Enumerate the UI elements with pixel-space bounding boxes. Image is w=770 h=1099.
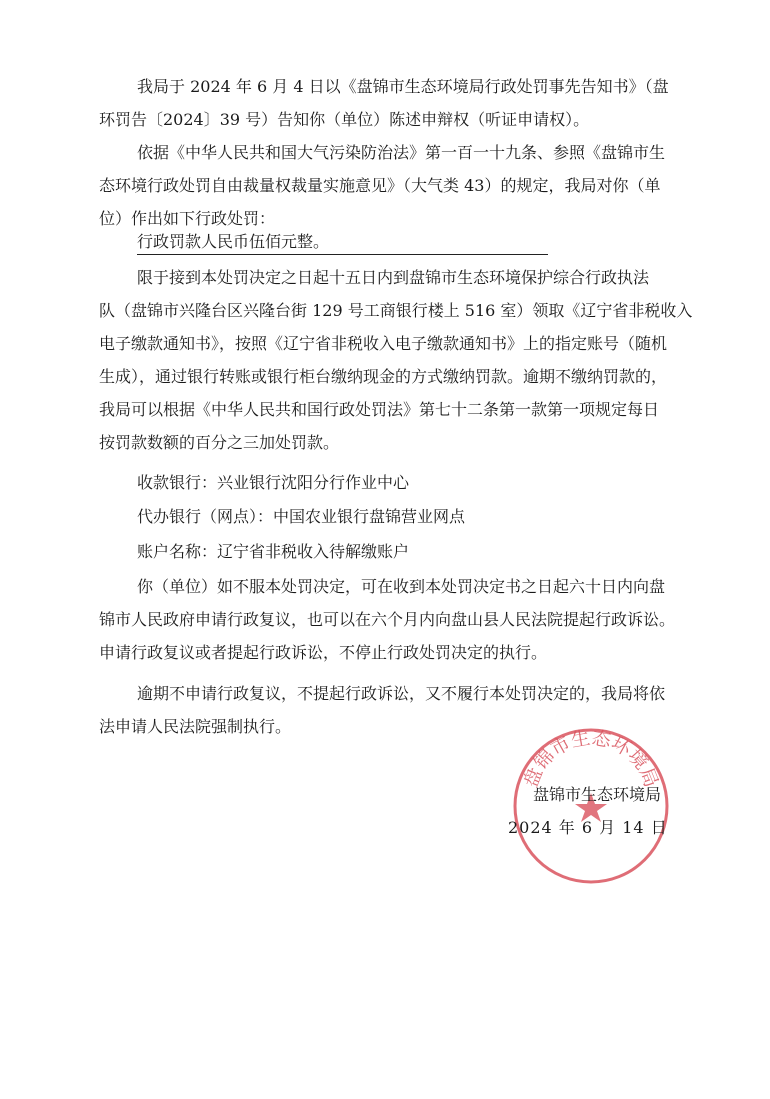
official-seal (512, 727, 670, 885)
paragraph-4-line-1: 你（单位）如不服本处罚决定，可在收到本处罚决定书之日起六十日内向盘 (137, 577, 666, 596)
signature-date: 2024 年 6 月 14 日 (508, 818, 668, 837)
penalty-text: 行政罚款人民币伍佰元整。 (137, 231, 548, 255)
agent-bank: 代办银行（网点）：中国农业银行盘锦营业网点 (137, 507, 466, 526)
paragraph-5-line-1: 逾期不申请行政复议，不提起行政诉讼，又不履行本处罚决定的，我局将依 (137, 684, 666, 703)
paragraph-3-line-2: 队（盘锦市兴隆台区兴隆台街 129 号工商银行楼上 516 室）领取《辽宁省非税收入 (99, 301, 693, 320)
paragraph-4-line-3: 申请行政复议或者提起行政诉讼，不停止行政处罚决定的执行。 (99, 643, 548, 662)
paragraph-3-line-3: 电子缴款通知书》，按照《辽宁省非税收入电子缴款通知书》上的指定账号（随机 (99, 334, 668, 353)
paragraph-3-line-5: 我局可以根据《中华人民共和国行政处罚法》第七十二条第一款第一项规定每日 (99, 400, 660, 419)
seal-ring-text: 盘锦市生态环境局 (519, 727, 663, 791)
paragraph-4-line-2: 锦市人民政府申请行政复议，也可以在六个月内向盘山县人民法院提起行政诉讼。 (99, 610, 676, 629)
paragraph-2-line-1: 依据《中华人民共和国大气污染防治法》第一百一十九条、参照《盘锦市生 (137, 143, 666, 162)
signature-organization: 盘锦市生态环境局 (533, 785, 662, 804)
receiving-bank: 收款银行：兴业银行沈阳分行作业中心 (137, 473, 410, 492)
penalty-line (137, 231, 548, 255)
paragraph-2-line-3: 位）作出如下行政处罚： (99, 209, 276, 228)
paragraph-5-line-2: 法申请人民法院强制执行。 (99, 717, 292, 736)
paragraph-2-line-2: 态环境行政处罚自由裁量权裁量实施意见》（大气类 43）的规定，我局对你（单 (99, 176, 661, 195)
paragraph-3-line-6: 按罚款数额的百分之三加处罚款。 (99, 433, 340, 452)
paragraph-3-line-4: 生成），通过银行转账或银行柜台缴纳现金的方式缴纳罚款。逾期不缴纳罚款的， (99, 367, 668, 386)
paragraph-3-line-1: 限于接到本处罚决定之日起十五日内到盘锦市生态环境保护综合行政执法 (137, 268, 650, 287)
account-name: 账户名称：辽宁省非税收入待解缴账户 (137, 542, 410, 561)
paragraph-1-line-2: 环罚告〔2024〕39 号）告知你（单位）陈述申辩权（听证申请权）。 (99, 110, 590, 129)
paragraph-1-line-1: 我局于 2024 年 6 月 4 日以《盘锦市生态环境局行政处罚事先告知书》（盘 (137, 77, 669, 96)
